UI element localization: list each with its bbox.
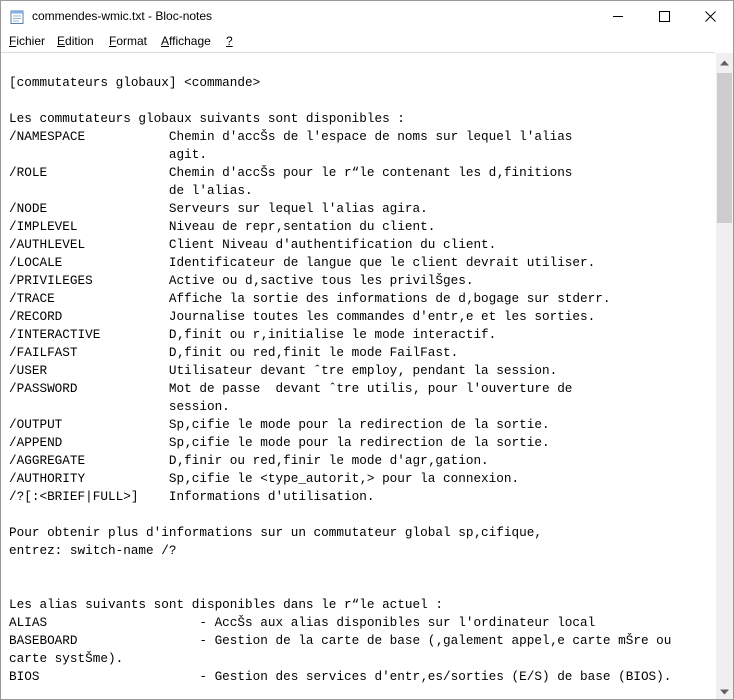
vertical-scrollbar[interactable] (716, 53, 733, 699)
menu-help[interactable]: ? (226, 34, 233, 48)
text-line: [commutateurs globaux] <commande> (9, 75, 261, 90)
text-line: ALIAS - AccŠs aux alias disponibles sur l'ordinateur local (9, 615, 596, 630)
text-line: /ROLE Chemin d'accŠs pour le r“le contenant les d‚finitions (9, 165, 573, 180)
text-line: /IMPLEVEL Niveau de repr‚sentation du client. (9, 219, 436, 234)
text-line: /FAILFAST D‚finit ou red‚finit le mode FailFast. (9, 345, 459, 360)
scroll-down-button[interactable] (716, 682, 733, 699)
text-line: BASEBOARD - Gestion de la carte de base (‚galement appel‚e carte mŠre ou (9, 633, 672, 648)
scroll-up-arrow-icon (720, 53, 729, 71)
text-line: /AUTHORITY Sp‚cifie le <type_autorit‚> pour la connexion. (9, 471, 520, 486)
close-icon (705, 11, 716, 22)
text-line: /RECORD Journalise toutes les commandes d'entr‚e et les sorties. (9, 309, 596, 324)
menu-bar (1, 32, 733, 52)
text-editor-area[interactable] (1, 52, 715, 700)
text-line: /NODE Serveurs sur lequel l'alias agira. (9, 201, 428, 216)
minimize-button[interactable] (595, 1, 641, 32)
text-line: /AUTHLEVEL Client Niveau d'authentification du client. (9, 237, 497, 252)
text-line: /OUTPUT Sp‚cifie le mode pour la redirection de la sortie. (9, 417, 550, 432)
text-line: /TRACE Affiche la sortie des informations de d‚bogage sur stderr. (9, 291, 611, 306)
document-text[interactable] (9, 74, 671, 686)
text-line: /NAMESPACE Chemin d'accŠs de l'espace de noms sur lequel l'alias (9, 129, 573, 144)
text-line: /PRIVILEGES Active ou d‚sactive tous les privilŠges. (9, 273, 474, 288)
scroll-up-button[interactable] (716, 53, 733, 70)
text-line: de l'alias. (9, 183, 253, 198)
text-line: /APPEND Sp‚cifie le mode pour la redirection de la sortie. (9, 435, 550, 450)
minimize-icon (613, 11, 624, 22)
text-line: agit. (9, 147, 207, 162)
menu-edition[interactable]: Edition (57, 34, 94, 48)
text-line: /?[:<BRIEF|FULL>] Informations d'utilisation. (9, 489, 375, 504)
text-line: Les alias suivants sont disponibles dans le r“le actuel : (9, 597, 443, 612)
maximize-icon (659, 11, 670, 22)
scrollbar-thumb[interactable] (717, 73, 732, 223)
text-line: /USER Utilisateur devant ˆtre employ‚ pendant la session. (9, 363, 558, 378)
menu-affichage[interactable]: Affichage (161, 34, 211, 48)
text-line: /AGGREGATE D‚finir ou red‚finir le mode d'agr‚gation. (9, 453, 489, 468)
title-bar[interactable] (1, 1, 733, 32)
close-button[interactable] (687, 1, 733, 32)
text-line: BIOS - Gestion des services d'entr‚es/sorties (E/S) de base (BIOS). (9, 669, 672, 684)
text-line: Pour obtenir plus d'informations sur un commutateur global sp‚cifique, (9, 525, 542, 540)
text-line: /INTERACTIVE D‚finit ou r‚initialise le mode interactif. (9, 327, 497, 342)
scroll-down-arrow-icon (720, 682, 729, 700)
text-line: /LOCALE Identificateur de langue que le client devrait utiliser. (9, 255, 596, 270)
notepad-icon (10, 9, 24, 24)
menu-format[interactable]: Format (109, 34, 148, 48)
text-line: /PASSWORD Mot de passe devant ˆtre utilis‚ pour l'ouverture de (9, 381, 573, 396)
text-line: Les commutateurs globaux suivants sont disponibles : (9, 111, 405, 126)
text-line: carte systŠme). (9, 651, 124, 666)
window-title: commendes-wmic.txt - Bloc-notes (32, 9, 213, 23)
menu-fichier[interactable]: Fichier (9, 34, 46, 48)
text-line: session. (9, 399, 230, 414)
text-line: entrez: switch-name /? (9, 543, 177, 558)
maximize-button[interactable] (641, 1, 687, 32)
